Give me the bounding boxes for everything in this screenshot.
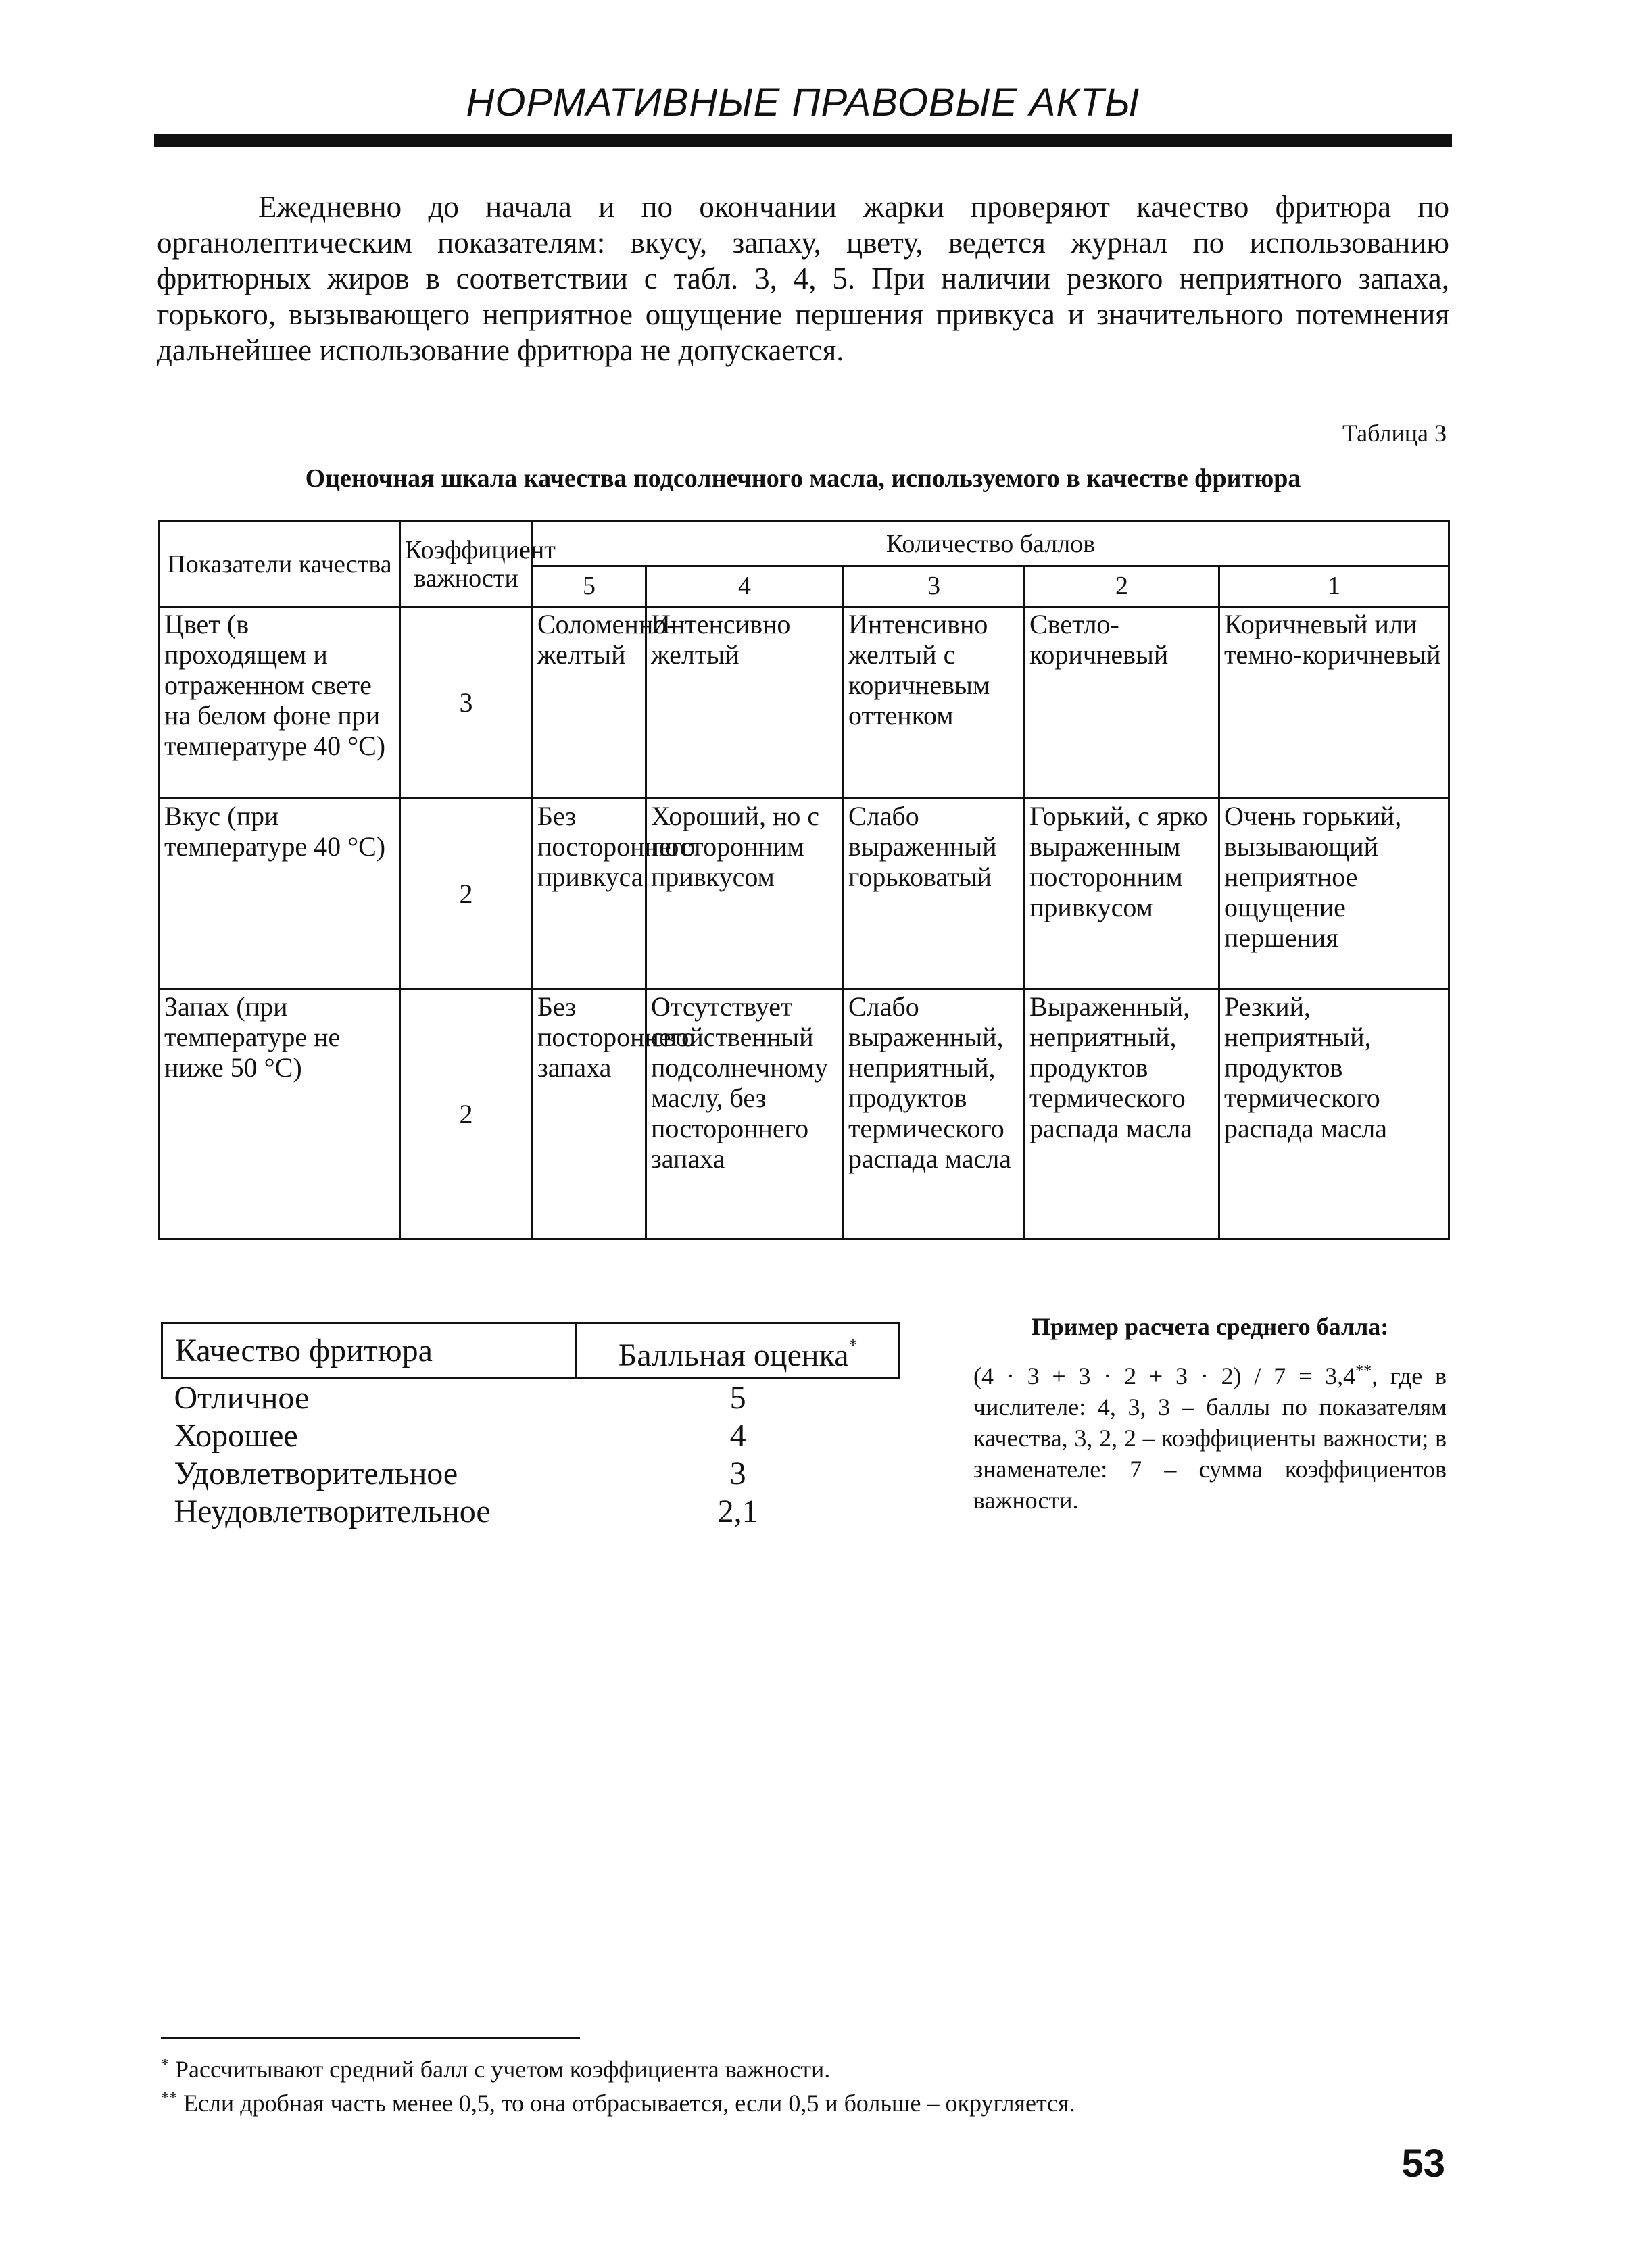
header-points: Количество баллов (533, 522, 1449, 566)
row-indicator: Запах (при температуре не ниже 50 °С) (160, 989, 400, 1239)
table-cell: Коричневый или темно-коричневый (1219, 607, 1449, 799)
table-row (160, 989, 1449, 1239)
header-score: 4 (646, 566, 844, 607)
table-cell: Интенсивно желтый с коричневым оттенком (844, 607, 1025, 799)
table-cell: Слабо выраженный, неприятный, продуктов термического распада масла (844, 989, 1025, 1239)
header-score: 1 (1219, 566, 1449, 607)
example-formula: (4 · 3 + 3 · 2 + 3 · 2) / 7 = 3,4 (973, 1362, 1356, 1389)
table-title: Оценочная шкала качества подсолнечного масла, используемого в качестве фритюра (305, 464, 1301, 493)
grade-row (162, 1417, 900, 1455)
grade-table (161, 1322, 900, 1531)
table-row (160, 607, 1449, 799)
grade-score: 3 (729, 1456, 746, 1492)
footnote-marker: ** (161, 2090, 177, 2107)
table-cell: Светло-коричневый (1025, 607, 1219, 799)
table-cell: Без постороннего запаха (533, 989, 646, 1239)
row-indicator: Цвет (в проходящем и отраженном свете на белом фоне при температуре 40 °С) (160, 607, 400, 799)
grade-score: 4 (729, 1418, 746, 1454)
table-cell: Интенсивно желтый (646, 607, 844, 799)
grade-row (162, 1455, 900, 1493)
header-score: 2 (1025, 566, 1219, 607)
table-cell: Выраженный, неприятный, продуктов термического распада масла (1025, 989, 1219, 1239)
footnote-text: Если дробная часть менее 0,5, то она отбрасывается, если 0,5 и больше – округляется. (177, 2090, 1075, 2117)
row-indicator: Вкус (при температуре 40 °С) (160, 799, 400, 989)
example-explanation: , где в числителе: 4, 3, 3 – баллы по показателям качества, 3, 2, 2 – коэффициенты важности; в знаменателе: 7 – сумма коэффициентов важности. (973, 1362, 1447, 1514)
grade-quality: Неудовлетворительное (174, 1494, 491, 1529)
quality-scale-table (158, 520, 1450, 1240)
grade-score: 2,1 (717, 1494, 758, 1529)
footnote-marker: * (848, 1335, 858, 1355)
grade-quality: Удовлетворительное (174, 1456, 458, 1492)
footnote-marker: * (161, 2056, 169, 2073)
table-cell: Без постороннего привкуса (533, 799, 646, 989)
example-text (973, 1356, 1447, 1516)
table-label: Таблица 3 (1342, 420, 1447, 447)
grade-row (162, 1493, 900, 1531)
grade-score: 5 (729, 1380, 746, 1416)
grade-quality: Отличное (174, 1380, 310, 1416)
grade-header-score-label: Балльная оценка (618, 1337, 849, 1373)
footnote-marker: ** (1355, 1362, 1372, 1380)
header-rule (154, 134, 1452, 147)
table-cell: Хороший, но с посторонним привкусом (646, 799, 844, 989)
grade-quality: Хорошее (174, 1418, 298, 1454)
table-cell: Горький, с ярко выраженным посторонним привкусом (1025, 799, 1219, 989)
header-score: 5 (533, 566, 646, 607)
table-row (160, 799, 1449, 989)
table-cell: Отсутствует свойственный подсолнечному маслу, без постороннего запаха (646, 989, 844, 1239)
header-coefficient: Коэффициент важности (400, 522, 533, 607)
footnote (161, 2050, 830, 2084)
footnote-rule (161, 2037, 580, 2039)
body-paragraph: Ежедневно до начала и по окончании жарки проверяют качество фритюра по органолептическим показателям: вкусу, запаху, цвету, ведется журнал по использованию фритюрных жиров в соответствии с табл. 3, 4, 5. При наличии резкого неприятного запаха, горького, вызывающего неприятное ощущение першения привкуса и значительного потемнения дальнейшее использование фритюра не допускается. (157, 190, 1449, 367)
grade-header-quality: Качество фритюра (162, 1323, 577, 1379)
grade-row (162, 1379, 900, 1418)
header-indicator: Показатели качества (160, 522, 400, 607)
page-number: 53 (1401, 2142, 1445, 2186)
running-header: НОРМАТИВНЫЕ ПРАВОВЫЕ АКТЫ (466, 80, 1140, 124)
footnote-text: Рассчитывают средний балл с учетом коэффициента важности. (169, 2056, 831, 2083)
table-cell: Соломенно-желтый (533, 607, 646, 799)
header-score: 3 (844, 566, 1025, 607)
table-cell: Очень горький, вызывающий неприятное ощущение першения (1219, 799, 1449, 989)
footnote (161, 2084, 1075, 2117)
row-coefficient: 3 (400, 607, 533, 799)
row-coefficient: 2 (400, 799, 533, 989)
row-coefficient: 2 (400, 989, 533, 1239)
table-cell: Слабо выраженный горьковатый (844, 799, 1025, 989)
example-title: Пример расчета среднего балла: (1031, 1313, 1389, 1340)
grade-header-score (577, 1323, 900, 1379)
table-cell: Резкий, неприятный, продуктов термического распада масла (1219, 989, 1449, 1239)
